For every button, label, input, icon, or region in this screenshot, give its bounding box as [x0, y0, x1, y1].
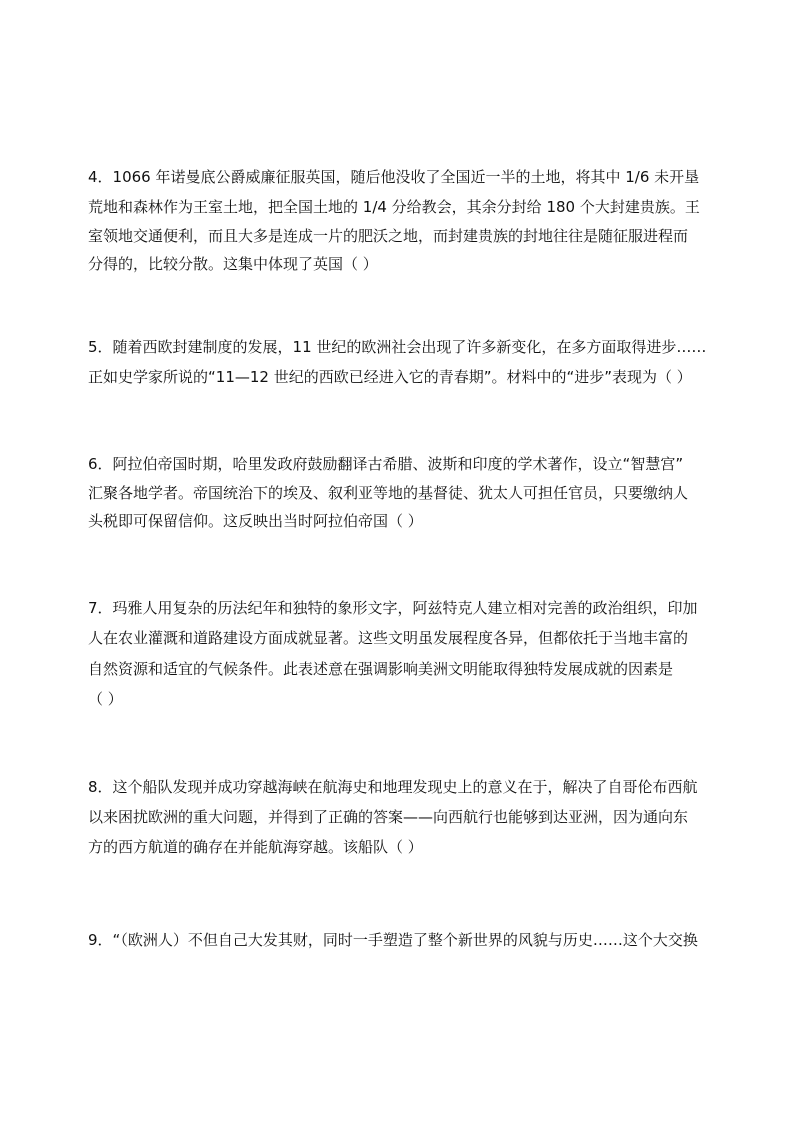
- q6-stem-line-2: 汇聚各地学者。帝国统治下的埃及、叙利亚等地的基督徒、犹太人可担任官员，只要缴纳人: [88, 484, 689, 502]
- q4-stem-line-2: 荒地和森林作为王室土地，把全国土地的 1/4 分给教会，其余分封给 180 个大封建贵族。王: [88, 198, 700, 216]
- q9-stem-line-1: 9．“（欧洲人）不但自己大发其财，同时一手塑造了整个新世界的风貌与历史……这个大交换: [88, 931, 698, 949]
- q5-stem-line-1: 5．随着西欧封建制度的发展，11 世纪的欧洲社会出现了许多新变化，在多方面取得进步……: [88, 338, 707, 356]
- q8-stem-line-1: 8．这个船队发现并成功穿越海峡在航海史和地理发现史上的意义在于，解决了自哥伦布西航: [88, 778, 698, 796]
- q7-stem-line-1: 7．玛雅人用复杂的历法纪年和独特的象形文字，阿兹特克人建立相对完善的政治组织，印加: [88, 599, 698, 617]
- q7-stem-line-2: 人在农业灌溉和道路建设方面成就显著。这些文明虽发展程度各异，但都依托于当地丰富的: [88, 629, 689, 647]
- q4-stem-line-4: 分得的，比较分散。这集中体现了英国（ ）: [88, 255, 378, 273]
- q6-stem-line-1: 6．阿拉伯帝国时期，哈里发政府鼓励翻译古希腊、波斯和印度的学术著作，设立“智慧宫”: [88, 455, 684, 473]
- q7-stem-line-4: （ ）: [88, 690, 123, 708]
- q6-stem-line-3: 头税即可保留信仰。这反映出当时阿拉伯帝国（ ）: [88, 512, 423, 530]
- q7-stem-line-3: 自然资源和适宜的气候条件。此表述意在强调影响美洲文明能取得独特发展成就的因素是: [88, 660, 674, 678]
- q4-stem-line-1: 4．1066 年诺曼底公爵威廉征服英国，随后他没收了全国近一半的土地，将其中 1/6 未开垦: [88, 168, 700, 186]
- q4-stem-line-3: 室领地交通便利，而且大多是连成一片的肥沃之地，而封建贵族的封地往往是随征服进程而: [88, 227, 689, 245]
- q8-stem-line-2: 以来困扰欧洲的重大问题，并得到了正确的答案——向西航行也能够到达亚洲，因为通向东: [88, 808, 689, 826]
- q8-stem-line-3: 方的西方航道的确存在并能航海穿越。该船队（ ）: [88, 838, 423, 856]
- q5-stem-line-2: 正如史学家所说的“11—12 世纪的西欧已经进入它的青春期”。材料中的“进步”表现为（ ）: [88, 368, 692, 386]
